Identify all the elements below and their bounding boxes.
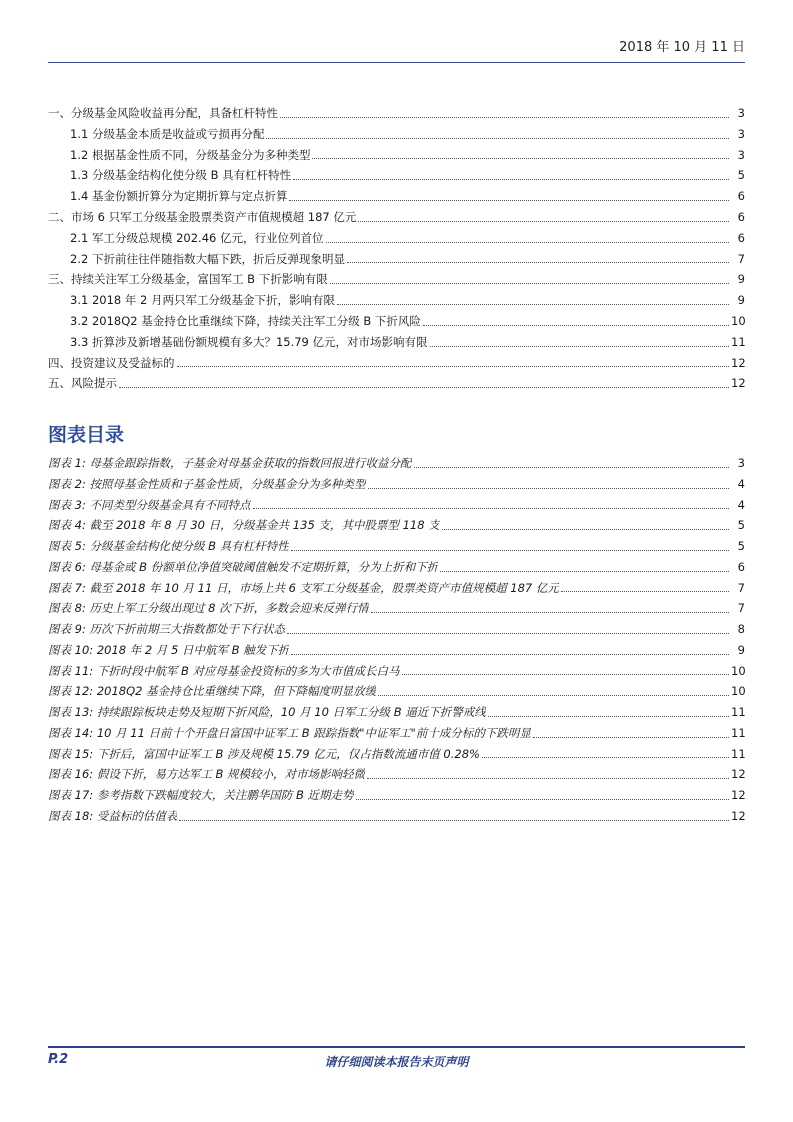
dot-leader	[330, 283, 729, 284]
dot-leader	[179, 820, 729, 821]
toc-entry-page-number: 3	[737, 147, 745, 162]
toc-entry-page-number: 9	[737, 293, 745, 308]
figure-entry[interactable]	[48, 744, 745, 765]
toc-entry-title: 3.3 折算涉及新增基础份额规模有多大？15.79 亿元，对市场影响有限	[70, 334, 428, 349]
footer-rule	[48, 1046, 745, 1048]
dot-leader	[312, 158, 729, 159]
toc-entry-page-number: 6	[737, 189, 745, 204]
figure-entry-page-number: 12	[731, 808, 746, 823]
figure-entry[interactable]	[48, 806, 745, 827]
toc-entry-title: 1.2 根据基金性质不同，分级基金分为多种类型	[70, 147, 311, 162]
figure-entry-title: 图表 12: 2018Q2 基金持仓比重继续下降，但下降幅度明显放缓	[48, 684, 377, 699]
toc-entry-title: 1.4 基金份额折算分为定期折算与定点折算	[70, 189, 288, 204]
toc-entry-page-number: 5	[737, 168, 745, 183]
toc-entry-title: 2.2 下折前往往伴随指数大幅下跌，折后反弹现象明显	[70, 251, 345, 266]
figure-entry-title: 图表 7: 截至 2018 年 10 月 11 日，市场上共 6 支军工分级基金，股票类资产市值规模超 187 亿元	[48, 580, 559, 595]
footer-disclaimer: 请仔细阅读本报告末页声明	[324, 1055, 469, 1069]
toc-entry-page-number: 11	[731, 334, 746, 349]
toc-entry[interactable]	[48, 228, 745, 249]
dot-leader	[293, 179, 729, 180]
toc-entry[interactable]	[48, 332, 745, 353]
dot-leader	[402, 674, 729, 675]
toc-entry[interactable]	[48, 124, 745, 145]
figure-entry-page-number: 4	[737, 497, 745, 512]
toc-entry-page-number: 6	[737, 230, 745, 245]
toc-entry-page-number: 7	[737, 251, 745, 266]
toc-entry-page-number: 9	[737, 272, 745, 287]
toc-entry[interactable]	[48, 249, 745, 270]
dot-leader	[423, 325, 729, 326]
figure-entry-title: 图表 2: 按照母基金性质和子基金性质，分级基金分为多种类型	[48, 476, 366, 491]
toc-entry-title: 1.3 分级基金结构化使分级 B 具有杠杆特性	[70, 168, 292, 183]
toc-entry-page-number: 6	[737, 209, 745, 224]
toc-entry[interactable]	[48, 103, 745, 124]
figure-entry-title: 图表 6: 母基金或 B 份额单位净值突破阈值触发不定期折算，分为上折和下折	[48, 559, 439, 574]
dot-leader	[533, 737, 729, 738]
toc-entry-page-number: 12	[731, 376, 746, 391]
figure-entry-page-number: 4	[737, 476, 745, 491]
figure-entry[interactable]	[48, 619, 745, 640]
figure-entry-page-number: 5	[737, 518, 745, 533]
dot-leader	[371, 612, 729, 613]
figure-entry-title: 图表 18: 受益标的估值表	[48, 808, 178, 823]
dot-leader	[378, 695, 729, 696]
dot-leader	[488, 716, 729, 717]
figure-entry[interactable]	[48, 474, 745, 495]
figures-list	[48, 453, 745, 827]
toc-entry[interactable]	[48, 290, 745, 311]
figure-entry[interactable]	[48, 557, 745, 578]
figure-entry-title: 图表 17: 参考指数下跌幅度较大，关注鹏华国防 B 近期走势	[48, 788, 354, 802]
figures-section-title: 图表目录	[48, 424, 125, 446]
toc-entry-page-number: 3	[737, 126, 745, 141]
toc-entry-page-number: 3	[737, 106, 745, 120]
figure-entry[interactable]	[48, 578, 745, 599]
figure-entry-title: 图表 16: 假设下折，易方达军工 B 规模较小，对市场影响轻微	[48, 767, 366, 782]
dot-leader	[291, 550, 729, 551]
figure-entry-page-number: 12	[731, 788, 746, 802]
figure-entry[interactable]	[48, 723, 745, 744]
figure-entry-title: 图表 4: 截至 2018 年 8 月 30 日，分级基金共 135 支，其中股票型 118 支	[48, 518, 440, 533]
dot-leader	[414, 467, 730, 468]
header-rule	[48, 62, 745, 63]
dot-leader	[440, 571, 729, 572]
toc-entry[interactable]	[48, 207, 745, 228]
table-of-contents	[48, 103, 745, 394]
figure-entry[interactable]	[48, 661, 745, 682]
dot-leader	[253, 508, 729, 509]
figure-entry[interactable]	[48, 515, 745, 536]
figure-entry-title: 图表 8: 历史上军工分级出现过 8 次下折，多数会迎来反弹行情	[48, 601, 369, 616]
figure-entry-title: 图表 11: 下折时段中航军 B 对应母基金投资标的多为大市值成长白马	[48, 663, 400, 678]
dot-leader	[287, 633, 729, 634]
toc-entry[interactable]	[48, 311, 745, 332]
figure-entry[interactable]	[48, 495, 745, 516]
toc-entry-title: 2.1 军工分级总规模 202.46 亿元，行业位列首位	[70, 230, 324, 245]
toc-entry-title: 三、持续关注军工分级基金，富国军工 B 下折影响有限	[48, 272, 328, 287]
dot-leader	[347, 262, 729, 263]
dot-leader	[368, 488, 730, 489]
dot-leader	[337, 304, 729, 305]
toc-entry-title: 四、投资建议及受益标的	[48, 355, 175, 370]
dot-leader	[442, 529, 729, 530]
dot-leader	[326, 242, 730, 243]
dot-leader	[280, 117, 729, 118]
figure-entry-page-number: 11	[731, 725, 746, 740]
dot-leader	[289, 200, 729, 201]
figure-entry-page-number: 7	[737, 601, 745, 616]
figure-entry-page-number: 5	[737, 539, 745, 553]
figure-entry-page-number: 11	[731, 746, 746, 761]
dot-leader	[358, 221, 729, 222]
dot-leader	[430, 346, 729, 347]
dot-leader	[177, 366, 730, 367]
toc-entry[interactable]	[48, 145, 745, 166]
figure-entry[interactable]	[48, 785, 745, 806]
dot-leader	[561, 591, 729, 592]
toc-entry-title: 3.2 2018Q2 基金持仓比重继续下降，持续关注军工分级 B 下折风险	[70, 313, 421, 328]
figure-entry[interactable]	[48, 453, 745, 474]
figure-entry-page-number: 7	[737, 580, 745, 595]
toc-entry-title: 1.1 分级基金本质是收益或亏损再分配	[70, 126, 265, 141]
figure-entry-page-number: 3	[737, 456, 745, 470]
dot-leader	[367, 778, 729, 779]
figure-entry-page-number: 11	[731, 705, 746, 719]
toc-entry[interactable]	[48, 165, 745, 186]
figure-entry-page-number: 9	[737, 642, 745, 657]
report-date: 2018 年 10 月 11 日	[619, 40, 745, 55]
figure-entry-page-number: 12	[731, 767, 746, 782]
toc-entry[interactable]	[48, 186, 745, 207]
figure-entry-page-number: 10	[731, 684, 746, 699]
toc-entry-page-number: 10	[731, 313, 746, 328]
figure-entry[interactable]	[48, 536, 745, 557]
figure-entry[interactable]	[48, 681, 745, 702]
toc-entry-title: 一、分级基金风险收益再分配，具备杠杆特性	[48, 106, 278, 120]
figure-entry-title: 图表 3: 不同类型分级基金具有不同特点	[48, 497, 251, 512]
dot-leader	[291, 654, 729, 655]
figure-entry[interactable]	[48, 764, 745, 785]
toc-entry-page-number: 12	[731, 355, 746, 370]
figure-entry-title: 图表 14: 10 月 11 日前十个开盘日富国中证军工 B 跟踪指数"中证军工"前十成分标的下跌明显	[48, 725, 531, 740]
toc-entry[interactable]	[48, 269, 745, 290]
figure-entry-title: 图表 10: 2018 年 2 月 5 日中航军 B 触发下折	[48, 642, 290, 657]
toc-entry-title: 二、市场 6 只军工分级基金股票类资产市值规模超 187 亿元	[48, 209, 357, 224]
dot-leader	[119, 387, 729, 388]
dot-leader	[266, 138, 729, 139]
figure-entry-title: 图表 13: 持续跟踪板块走势及短期下折风险，10 月 10 日军工分级 B 逼近下折警戒线	[48, 705, 486, 719]
figure-entry-page-number: 10	[731, 663, 746, 678]
figure-entry-page-number: 8	[737, 622, 745, 636]
toc-entry-title: 五、风险提示	[48, 376, 117, 391]
toc-entry-title: 3.1 2018 年 2 月两只军工分级基金下折，影响有限	[70, 293, 335, 308]
toc-entry[interactable]	[48, 353, 745, 374]
figure-entry[interactable]	[48, 702, 745, 723]
page-number: P.2	[48, 1052, 69, 1067]
figure-entry-title: 图表 15: 下折后，富国中证军工 B 涉及规模 15.79 亿元，仅占指数流通市值 0.28%	[48, 746, 480, 761]
figure-entry-page-number: 6	[737, 559, 745, 574]
figure-entry[interactable]	[48, 598, 745, 619]
dot-leader	[356, 799, 729, 800]
figure-entry-title: 图表 9: 历次下折前期三大指数都处于下行状态	[48, 622, 285, 636]
figure-entry[interactable]	[48, 640, 745, 661]
figure-entry-title: 图表 5: 分级基金结构化使分级 B 具有杠杆特性	[48, 539, 289, 553]
toc-entry[interactable]	[48, 373, 745, 394]
dot-leader	[482, 757, 729, 758]
figure-entry-title: 图表 1: 母基金跟踪指数，子基金对母基金获取的指数回报进行收益分配	[48, 456, 412, 470]
